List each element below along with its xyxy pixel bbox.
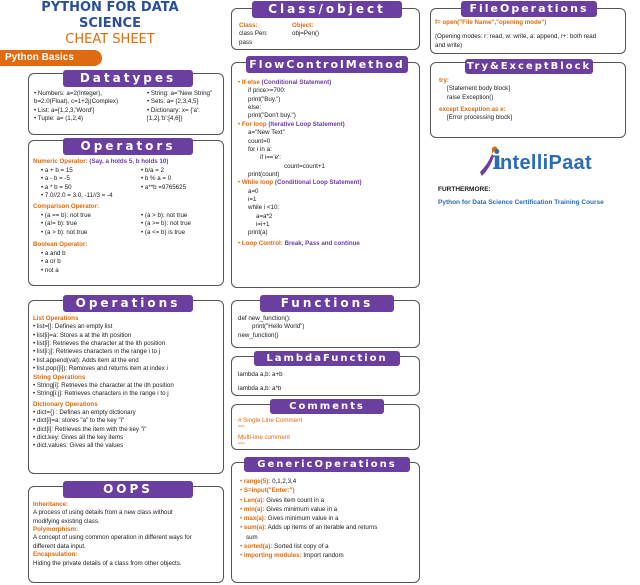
operators-title: Operators [63, 138, 193, 155]
lambda-title: LambdaFunction [254, 351, 400, 366]
python-basics-tab: Python Basics [0, 50, 102, 66]
header-line1: PYTHON FOR DATA [41, 0, 179, 15]
loop-control-text: Break, Pass and continue [284, 239, 360, 247]
generic-item-5: • max(a): Gives minimum value in a [240, 515, 339, 523]
class-line-1: class Pen: [239, 30, 268, 38]
class-object-title: Class/object [252, 1, 402, 18]
generic-item-7: • sorted(a): Sorted list copy of a [240, 543, 329, 551]
while-line-2: i=1 [248, 196, 257, 204]
file-open-line: f= open("File Name","opening mode") [435, 19, 547, 26]
for-line-1: a="New Text" [248, 129, 285, 137]
single-line-comment: # Single Line Comment [238, 417, 303, 424]
datatypes-card [28, 73, 224, 135]
num-op-6: • b % a = 0 [141, 175, 172, 183]
while-line-4: a=a*2 [256, 212, 273, 220]
string-op-1: • String[i]: Retrieves the character at the ith position [33, 381, 174, 389]
oops-title: OOPS [63, 481, 193, 498]
flow-control-card: FlowControlMethod • If-else (Conditional Statement) if price>=700: print("Buy.") else: print("Don't buy.") • For loop (Iterative Loop Statement) a="New Text" count=0 for i in a: if i=='e': count=count+1 print(count) • While loop (Conditional Loop Statement) a=0 i=1 while i <10: a=a*2 i=i+1 print(a) • Loop Control: Break, Pass and continue [231, 62, 420, 288]
multiline-quote-close: """ [238, 442, 245, 450]
generic-item-4: • min(a): Gives minimum value in a [240, 505, 338, 513]
datatype-tuple: • Tuple: a= (1,2,4) [34, 115, 84, 123]
for-line-2: count=0 [248, 137, 271, 145]
if-else-note: (Conditional Statement) [261, 79, 332, 86]
for-line-5: count=count+1 [284, 162, 325, 170]
polymorphism-head: Polymorphism: [33, 526, 79, 534]
datatypes-title: Datatypes [63, 70, 193, 87]
class-line-2: pass [239, 38, 253, 46]
string-operations-head: String Operations [33, 373, 86, 381]
dict-op-5: • dict.values: Gives all the values [33, 442, 124, 450]
header-line2: SCIENCE [79, 16, 141, 31]
comments-title: Comments [270, 399, 384, 414]
lambda-line-2: lambda a,b: a*b [238, 385, 282, 393]
try-head: try: [439, 77, 449, 84]
list-operations-head: List Operations [33, 315, 79, 322]
file-operations-card [430, 2, 626, 54]
while-line-5: i=i+1 [256, 221, 270, 229]
generic-item-6-cont: sum [246, 533, 258, 541]
file-modes-1: (Opening modes: r: read, w: write, a: append, r+: both read [435, 33, 597, 41]
string-op-2: • String[i:j]: Retrieves characters in the range i to j [33, 390, 169, 398]
bool-op-1: • a and b [41, 250, 66, 257]
function-line-3: new_function() [238, 331, 279, 339]
brand-i: i [492, 146, 502, 176]
datatype-dictionary: • Dictionary: x= {'a': [147, 106, 200, 114]
inheritance-head: Inheritance: [33, 501, 69, 508]
list-op-5: • list.append(val): Adds item at the end [33, 356, 139, 364]
dict-op-4: • dict.key: Gives all the key items [33, 434, 124, 442]
dict-op-2: • dict[i]=a: stores "a" to the key "i" [33, 417, 125, 425]
object-head: Object: [292, 22, 314, 29]
comp-op-6: • (a <= b) is true [141, 228, 186, 236]
boolean-operator-head: Boolean Operator: [33, 241, 88, 248]
object-line-1: obj=Pen() [292, 30, 320, 38]
flow-control-title: FlowControlMethod [246, 56, 408, 73]
polymorphism-text-1: A concept of using common operation in different ways for [33, 534, 192, 542]
while-line-3: while i <10: [248, 204, 280, 212]
multiline-quote-open: """ [238, 425, 245, 433]
datatype-numbers-cont: b=2.0(Float), c=1+2j(Complex) [34, 98, 119, 106]
for-line-4: if i=='e': [260, 154, 281, 162]
generic-item-1: • range(5): 0,1,2,3,4 [240, 478, 297, 485]
num-op-7: • a**b =9765625 [141, 183, 187, 191]
try-except-title: Try&ExceptBlock [466, 61, 592, 72]
while-loop-head: While loop [241, 179, 274, 187]
comparison-operator-head: Comparison Operator: [33, 203, 100, 210]
class-head: Class: [239, 22, 258, 29]
list-op-4: • list[i:j]: Retrieves characters in the range i to j [33, 348, 160, 356]
dict-op-1: • dict={} : Defines an empty dictionary [33, 408, 136, 416]
datatype-dictionary-cont: [1,2],'b':[4,6]} [147, 115, 183, 123]
operations-title: Operations [63, 295, 193, 312]
inheritance-text-2: modifying existing class. [33, 517, 100, 525]
comp-op-2: • (a!= b): true [41, 220, 78, 228]
while-line-6: print(a) [248, 229, 268, 237]
for-loop-note: (Iterative Loop Statement) [268, 120, 345, 128]
dict-operations-head: Dictionary Operations [33, 400, 98, 408]
functions-card [231, 296, 420, 348]
generic-item-6: • sum(a): Adds up items of an iterable and returns [240, 524, 378, 532]
if-line-2: print("Buy.") [248, 95, 281, 103]
try-line-1: [Statement body block] [447, 85, 510, 93]
num-op-3: • a * b = 50 [41, 183, 72, 191]
datatype-numbers: • Numbers: a=2(Integer), [34, 90, 103, 97]
for-loop-head: For loop [241, 120, 267, 128]
multiline-comment: Multi-line comment [238, 433, 290, 441]
comments-card [231, 401, 420, 450]
datatype-string: • String: a="New String" [147, 90, 213, 97]
lambda-card [231, 353, 420, 396]
if-line-1: if price>=700: [248, 87, 286, 95]
list-op-1: • list=[]: Defines an empty list [33, 323, 113, 331]
for-line-6: print(count) [248, 170, 280, 178]
num-op-2: • a - b = -5 [41, 175, 70, 183]
furthermore-label: FURTHERMORE: [438, 186, 491, 193]
intellipaat-logo [478, 144, 608, 180]
for-line-3: for i in a: [248, 145, 272, 153]
oops-card [28, 482, 224, 583]
while-line-1: a=0 [248, 187, 259, 195]
lambda-line-1: lambda a,b: a+b [238, 371, 283, 378]
course-link[interactable]: Python for Data Science Certification Training Course [438, 199, 604, 206]
operations-card [28, 296, 224, 474]
num-op-4: • 7.0//2.0 = 3.0, -11//3 = -4 [41, 192, 113, 200]
list-op-6: • list.pop([i]): Removes and returns item at index i [33, 365, 168, 373]
dict-op-3: • dict[i]: Retrieves the item with the key "i" [33, 425, 147, 433]
brand-name: ntelliPaat [500, 152, 592, 174]
file-modes-2: and write) [435, 41, 463, 49]
if-line-4: print("Don't buy.") [248, 112, 296, 120]
file-operations-title: FileOperations [461, 1, 597, 17]
datatype-list: • List: a=[1,2,3,'Word'] [34, 106, 94, 114]
num-op-5: • b/a = 2 [141, 167, 164, 174]
function-line-1: def new_function(): [238, 315, 291, 322]
comp-op-4: • (a > b): not true [141, 212, 188, 219]
if-line-3: else: [248, 104, 262, 112]
numeric-operator-head: Numeric Operator: [33, 158, 88, 165]
comp-op-1: • (a == b): not true [41, 212, 91, 219]
try-line-2: raise Exception() [447, 93, 494, 101]
list-op-3: • list[i]: Retrieves the character at the ith position [33, 340, 166, 348]
operators-card [28, 140, 224, 286]
try-except-card [430, 62, 626, 138]
datatype-sets: • Sets: a= {2,3,4,5} [147, 98, 199, 106]
polymorphism-text-2: different data input. [33, 542, 86, 550]
list-op-2: • list[i]=a: Stores a at the ith position [33, 331, 132, 339]
bool-op-2: • a or b [41, 258, 61, 266]
generic-item-2: • S=input("Enter:") [240, 487, 295, 495]
comp-op-5: • (a >= b): not true [141, 220, 191, 228]
header-title [20, 0, 200, 48]
generic-operations-title: GenericOperations [244, 457, 410, 472]
loop-control-head: Loop Control: [241, 239, 283, 247]
encapsulation-head: Encapsulation: [33, 551, 78, 559]
numeric-operator-note: (Say, a holds 5, b holds 10) [89, 158, 169, 165]
except-line-1: [Error processing block] [447, 114, 512, 122]
header-line3: CHEAT SHEET [65, 32, 155, 47]
encapsulation-text: Hiding the private details of a class from other objects. [33, 559, 182, 567]
generic-item-3: • Len(a): Gives item count in a [240, 496, 325, 504]
except-head: except Exception as e: [439, 106, 506, 114]
comp-op-3: • (a > b): not true [41, 228, 88, 236]
class-object-card [231, 2, 420, 50]
bool-op-3: • not a [41, 266, 59, 274]
function-line-2: print("Hello World") [252, 323, 305, 331]
generic-operations-card [231, 459, 420, 583]
functions-title: Functions [260, 295, 394, 312]
num-op-1: • a + b = 15 [41, 167, 73, 174]
generic-item-8: • importing modules: Import random [240, 552, 344, 560]
while-loop-note: (Conditional Loop Statement) [274, 179, 362, 187]
inheritance-text-1: A process of using details from a new class without [33, 509, 173, 517]
if-else-head: If-else [241, 79, 260, 86]
